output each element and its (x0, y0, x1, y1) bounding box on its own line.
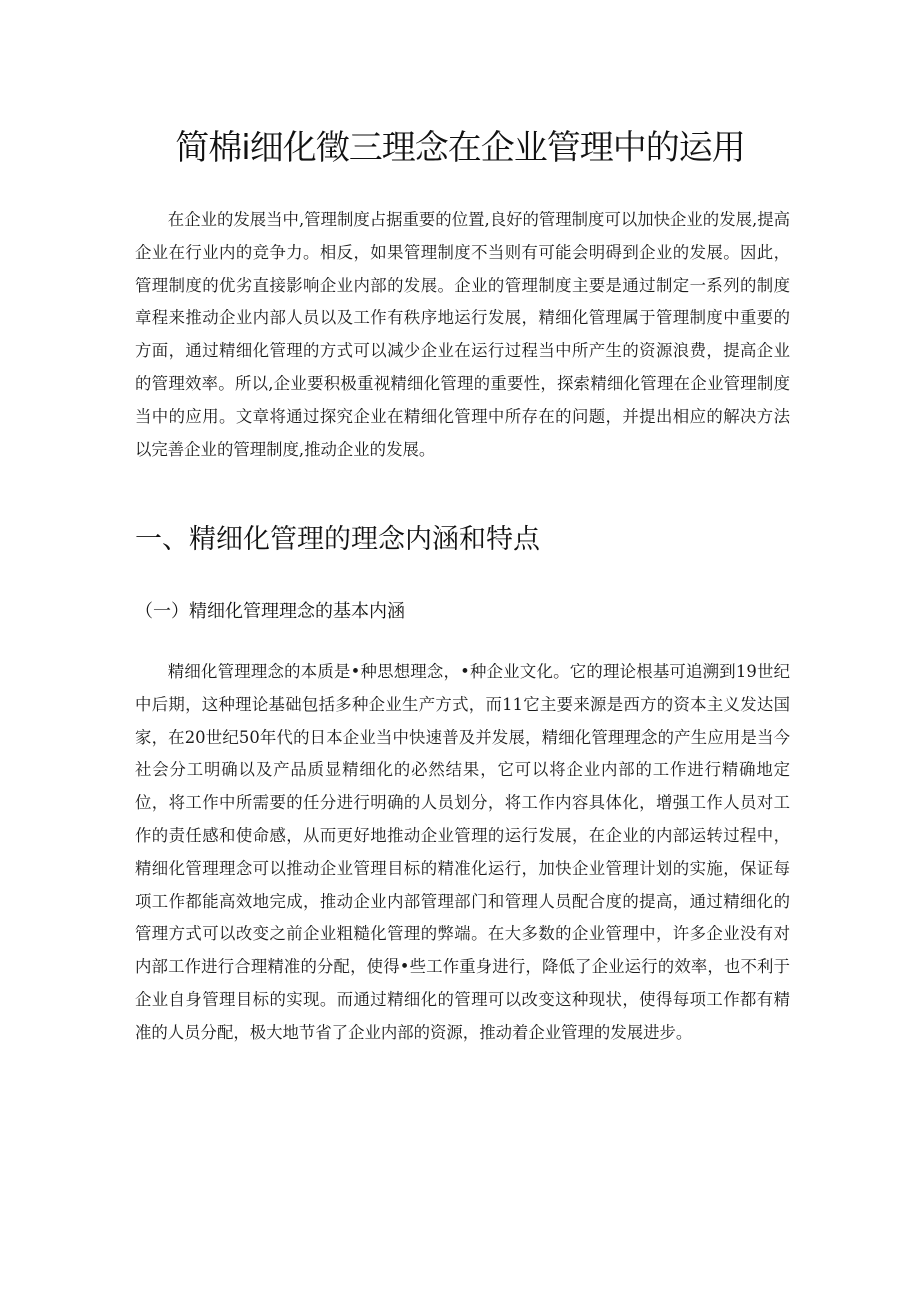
intro-paragraph: 在企业的发展当中,管理制度占据重要的位置,良好的管理制度可以加快企业的发展,提高企业在行业内的竞争力。相反，如果管理制度不当则有可能会明碍到企业的发展。因此，管理制度的优劣直接影响企业内部的发展。企业的管理制度主要是通过制定一系列的制度章程来推动企业内部人员以及工作有秩序地运行发展，精细化管理属于管理制度中重要的方面，通过精细化管理的方式可以减少企业在运行过程当中所产生的资源浪费，提高企业的管理效率。所以,企业要积极重视精细化管理的重要性，探索精细化管理在企业管理制度当中的应用。文章将通过探究企业在精细化管理中所存在的问题，并提出相应的解决方法以完善企业的管理制度,推动企业的发展。 (135, 210, 790, 459)
document-title: 简棉i细化徵三理念在企业管理中的运用 (175, 128, 745, 168)
subsection-heading: （一）精细化管理理念的基本内涵 (135, 601, 405, 622)
section-heading: 一、精细化管理的理念内涵和特点 (135, 524, 540, 555)
body-paragraph: 精细化管理理念的本质是•种思想理念，•种企业文化。它的理论根基可追溯到19世纪中后期，这种理论基础包括多种企业生产方式，而11它主要来源是西方的资本主义发达国家，在20世纪50年代的日本企业当中快速普及并发展，精细化管理理念的产生应用是当今社会分工明确以及产品质显精细化的必然结果，它可以将企业内部的工作进行精确地定位，将工作中所需要的任分进行明确的人员划分，将工作内容具体化，增强工作人员对工作的责任感和使命感，从而更好地推动企业管理的运行发展，在企业的内部运转过程中，精细化管理理念可以推动企业管理目标的精准化运行，加快企业管理计划的实施，保证每项工作都能高效地完成，推动企业内部管理部门和管理人员配合度的提高，通过精细化的管理方式可以改变之前企业粗糙化管理的弊端。在大多数的企业管理中，许多企业没有对内部工作进行合理精准的分配，使得•些工作重身进行，降低了企业运行的效率，也不利于企业自身管理目标的实现。而通过精细化的管理可以改变这种现状，使得每项工作都有精准的人员分配，极大地节省了企业内部的资源，推动着企业管理的发展进步。 (135, 662, 790, 1042)
